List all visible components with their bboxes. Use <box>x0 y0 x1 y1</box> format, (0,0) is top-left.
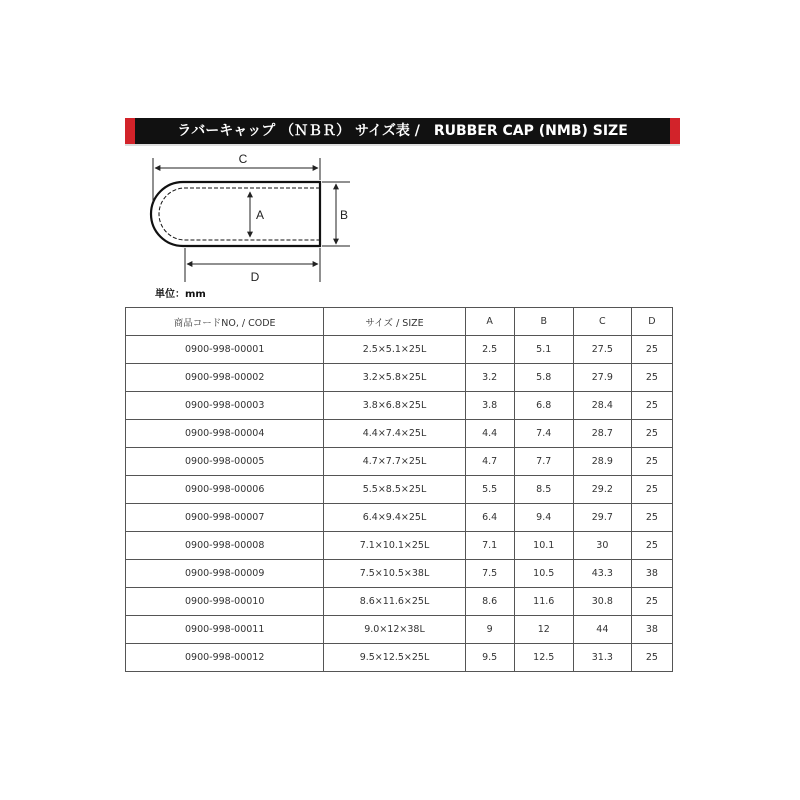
cell-d: 25 <box>631 588 672 616</box>
cell-c: 27.9 <box>573 364 631 392</box>
cell-b: 7.4 <box>514 420 573 448</box>
table-row <box>126 420 673 448</box>
header-c: C <box>573 308 631 336</box>
cell-c: 28.9 <box>573 448 631 476</box>
table-row <box>126 336 673 364</box>
table-row <box>126 560 673 588</box>
cell-d: 25 <box>631 392 672 420</box>
cell-d: 25 <box>631 504 672 532</box>
cell-a: 8.6 <box>465 588 514 616</box>
cap-inner-outline <box>159 188 320 240</box>
cell-size: 9.0×12×38L <box>324 616 465 644</box>
cell-b: 5.8 <box>514 364 573 392</box>
cell-a: 9.5 <box>465 644 514 672</box>
header-a: A <box>465 308 514 336</box>
cell-a: 3.8 <box>465 392 514 420</box>
cell-code: 0900-998-00003 <box>126 392 324 420</box>
title-bar <box>125 118 680 144</box>
cell-code: 0900-998-00005 <box>126 448 324 476</box>
cell-size: 4.7×7.7×25L <box>324 448 465 476</box>
cell-b: 6.8 <box>514 392 573 420</box>
cell-size: 7.1×10.1×25L <box>324 532 465 560</box>
cell-c: 30.8 <box>573 588 631 616</box>
size-table <box>125 307 673 672</box>
page-title: ラバーキャップ （ＮＢＲ） サイズ表 / RUBBER CAP (NMB) SIZE <box>177 123 628 139</box>
table-header-row <box>126 308 673 336</box>
cell-code: 0900-998-00010 <box>126 588 324 616</box>
cell-b: 11.6 <box>514 588 573 616</box>
cell-size: 3.8×6.8×25L <box>324 392 465 420</box>
cell-code: 0900-998-00006 <box>126 476 324 504</box>
cell-d: 25 <box>631 644 672 672</box>
cell-b: 10.1 <box>514 532 573 560</box>
dimension-a-label: A <box>256 208 265 222</box>
header-code: 商品コードNO, / CODE <box>126 308 324 336</box>
cell-a: 4.4 <box>465 420 514 448</box>
cap-outer-outline <box>151 182 320 246</box>
cell-d: 25 <box>631 336 672 364</box>
cell-b: 12 <box>514 616 573 644</box>
cell-c: 30 <box>573 532 631 560</box>
cell-a: 9 <box>465 616 514 644</box>
table-row <box>126 504 673 532</box>
cell-b: 7.7 <box>514 448 573 476</box>
header-d: D <box>631 308 672 336</box>
cell-code: 0900-998-00007 <box>126 504 324 532</box>
cell-d: 25 <box>631 364 672 392</box>
table-row <box>126 392 673 420</box>
title-underline <box>125 144 680 146</box>
cell-size: 5.5×8.5×25L <box>324 476 465 504</box>
cell-b: 8.5 <box>514 476 573 504</box>
table-row <box>126 588 673 616</box>
cell-size: 8.6×11.6×25L <box>324 588 465 616</box>
cell-c: 28.4 <box>573 392 631 420</box>
cell-d: 38 <box>631 560 672 588</box>
cell-d: 38 <box>631 616 672 644</box>
cell-c: 44 <box>573 616 631 644</box>
cell-code: 0900-998-00002 <box>126 364 324 392</box>
cell-b: 9.4 <box>514 504 573 532</box>
cell-code: 0900-998-00008 <box>126 532 324 560</box>
cell-a: 3.2 <box>465 364 514 392</box>
header-size: サイズ / SIZE <box>324 308 465 336</box>
dimension-b-label: B <box>340 208 349 222</box>
cell-c: 29.2 <box>573 476 631 504</box>
cell-a: 5.5 <box>465 476 514 504</box>
dimension-d-label: D <box>250 270 260 284</box>
table-body <box>126 336 673 672</box>
cell-size: 7.5×10.5×38L <box>324 560 465 588</box>
cell-size: 2.5×5.1×25L <box>324 336 465 364</box>
cell-d: 25 <box>631 448 672 476</box>
cell-size: 9.5×12.5×25L <box>324 644 465 672</box>
title-accent-right <box>670 118 680 144</box>
cell-d: 25 <box>631 476 672 504</box>
table-row <box>126 448 673 476</box>
cell-c: 28.7 <box>573 420 631 448</box>
cell-code: 0900-998-00009 <box>126 560 324 588</box>
cell-a: 2.5 <box>465 336 514 364</box>
cell-b: 10.5 <box>514 560 573 588</box>
table-row <box>126 476 673 504</box>
cell-c: 43.3 <box>573 560 631 588</box>
cell-code: 0900-998-00001 <box>126 336 324 364</box>
cell-a: 4.7 <box>465 448 514 476</box>
cell-code: 0900-998-00011 <box>126 616 324 644</box>
table-row <box>126 532 673 560</box>
cell-size: 3.2×5.8×25L <box>324 364 465 392</box>
cell-c: 31.3 <box>573 644 631 672</box>
rubber-cap-diagram <box>125 150 385 290</box>
table-row <box>126 616 673 644</box>
cell-size: 4.4×7.4×25L <box>324 420 465 448</box>
cell-code: 0900-998-00012 <box>126 644 324 672</box>
cell-a: 7.5 <box>465 560 514 588</box>
cell-d: 25 <box>631 420 672 448</box>
dimension-c-label: C <box>238 152 248 166</box>
cell-d: 25 <box>631 532 672 560</box>
header-b: B <box>514 308 573 336</box>
cell-a: 7.1 <box>465 532 514 560</box>
cell-b: 12.5 <box>514 644 573 672</box>
cell-b: 5.1 <box>514 336 573 364</box>
cell-size: 6.4×9.4×25L <box>324 504 465 532</box>
cell-a: 6.4 <box>465 504 514 532</box>
cell-code: 0900-998-00004 <box>126 420 324 448</box>
table-row <box>126 644 673 672</box>
unit-label: 単位：mm <box>155 289 206 300</box>
cell-c: 27.5 <box>573 336 631 364</box>
cell-c: 29.7 <box>573 504 631 532</box>
table-row <box>126 364 673 392</box>
